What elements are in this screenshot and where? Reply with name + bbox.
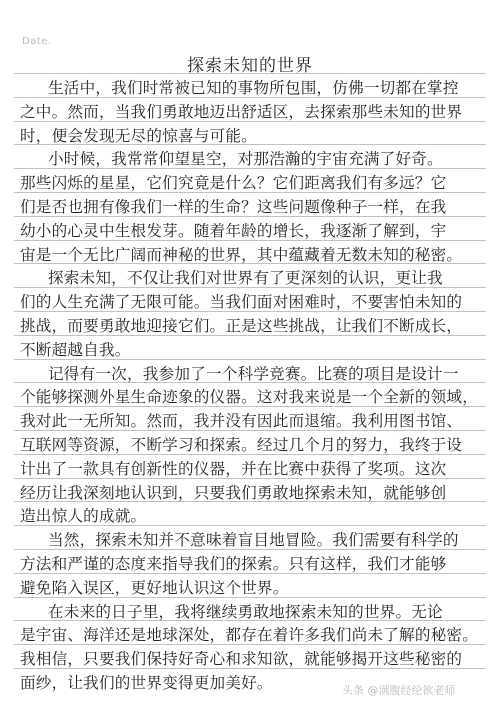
essay-line: 们是否也拥有像我们一样的生命？这些问题像种子一样，在我: [20, 198, 447, 216]
essay-line: 小时候，我常常仰望星空，对那浩瀚的宇宙充满了好奇。: [48, 150, 443, 169]
essay-line: 当然，探索未知并不意味着盲目地冒险。我们需要有科学的: [48, 531, 459, 550]
essay-line: 避免陷入误区，更好地认识这个世界。: [20, 578, 289, 597]
essay-line: 们的人生充满了无限可能。当我们面对困难时，不要害怕未知的: [20, 293, 463, 312]
essay-line: 方法和严谨的态度来指导我们的探索。只有这样，我们才能够: [20, 555, 447, 573]
essay-line: 是宇宙、海洋还是地球深处，都存在着许多我们尚未了解的秘密。: [20, 626, 479, 645]
essay-line: 计出了一款具有创新性的仪器，并在比赛中获得了奖项。这次: [20, 459, 447, 478]
essay-line: 互联网等资源，不断学习和探索。经过几个月的努力，我终于设: [20, 436, 463, 454]
essay-line: 记得有一次，我参加了一个科学竞赛。比赛的项目是设计一: [48, 364, 459, 383]
watermark: 头条 @满腹经纶欲老师: [342, 684, 456, 697]
essay-line: 我相信，只要我们保持好奇心和求知欲，就能够揭开这些秘密的: [20, 650, 463, 669]
essay-line: 生活中，我们时常被已知的事物所包围，仿佛一切都在掌控: [48, 79, 459, 97]
essay-line: 时，便会发现无尽的惊喜与可能。: [20, 126, 257, 145]
essay-line: 探索未知，不仅让我们对世界有了更深刻的认识，更让我: [48, 269, 443, 288]
essay-title: 探索未知的世界: [187, 56, 313, 76]
date-label: Date.: [22, 36, 52, 47]
essay-line: 宙是一个无比广阔而神秘的世界，其中蕴藏着无数未知的秘密。: [20, 245, 463, 264]
essay-line: 经历让我深刻地认识到，只要我们勇敢地探索未知，就能够创: [20, 483, 447, 502]
essay-line: 造出惊人的成就。: [20, 507, 147, 526]
essay-line: 不断超越自我。: [20, 340, 131, 359]
essay-line: 面纱，让我们的世界变得更加美好。: [20, 674, 273, 692]
essay-line: 个能够探测外星生命迹象的仪器。这对我来说是一个全新的领域，: [20, 388, 479, 407]
essay-line: 挑战，而要勇敢地迎接它们。正是这些挑战，让我们不断成长，: [20, 317, 463, 335]
essay-line: 那些闪烁的星星，它们究竟是什么？它们距离我们有多远？它: [20, 174, 447, 193]
essay-line: 我对此一无所知。然而，我并没有因此而退缩。我利用图书馆、: [20, 412, 463, 431]
essay-line: 之中。然而，当我们勇敢地迈出舒适区，去探索那些未知的世界: [20, 102, 463, 121]
essay-line: 幼小的心灵中生根发芽。随着年龄的增长，我逐渐了解到，宇: [20, 221, 447, 240]
essay-line: 在未来的日子里，我将继续勇敢地探索未知的世界。无论: [48, 602, 443, 621]
